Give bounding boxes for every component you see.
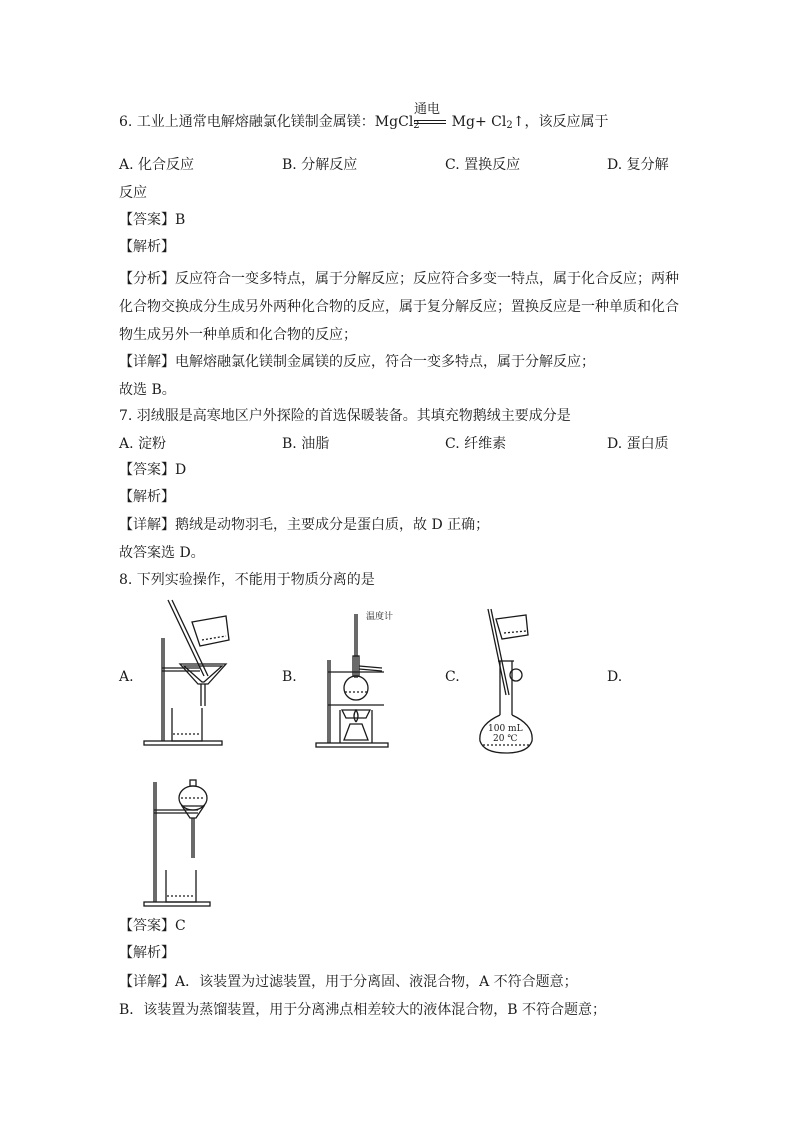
q8-option-label-d: D. <box>607 669 623 685</box>
q8-detail-line-1: 【详解】A．该装置为过滤装置，用于分离固、液混合物，A 不符合题意； <box>119 974 578 990</box>
q6-stem <box>119 112 608 136</box>
q6-sub: 2 <box>413 120 420 131</box>
q7-analysis-title: 【解析】 <box>119 489 175 505</box>
reaction-condition: 通电 <box>414 102 441 117</box>
q6-option-wrap: 反应 <box>119 185 147 201</box>
q6-conclusion: 故选 B。 <box>119 382 176 398</box>
flask-volume-label: 100 mL <box>488 724 523 734</box>
q7-option-b: B. 油脂 <box>282 436 330 452</box>
q6-detail: 【详解】电解熔融氯化镁制金属镁的反应，符合一变多特点，属于分解反应； <box>119 354 595 370</box>
q6-stem-mid: Mg+ Cl <box>451 114 507 130</box>
q7-option-c: C. 纤维素 <box>445 436 507 452</box>
q6-stem-suffix: ↑，该反应属于 <box>512 114 609 130</box>
q7-conclusion: 故答案选 D。 <box>119 545 205 561</box>
volumetric-flask-figure <box>468 607 548 757</box>
q6-option-d: D. 复分解 <box>607 157 669 173</box>
filtration-apparatus-figure <box>140 598 240 748</box>
flask-temp-label: 20 ℃ <box>493 734 518 744</box>
q8-option-label-b: B. <box>282 669 297 685</box>
q6-analysis-title: 【解析】 <box>119 239 175 255</box>
q7-option-a: A. 淀粉 <box>119 436 167 452</box>
q7-detail: 【详解】鹅绒是动物羽毛，主要成分是蛋白质，故 D 正确； <box>119 517 490 533</box>
q6-option-a: A. 化合反应 <box>119 157 195 173</box>
q6-option-c: C. 置换反应 <box>445 157 521 173</box>
q8-detail-line-2: B．该装置为蒸馏装置，用于分离沸点相差较大的液体混合物，B 不符合题意； <box>119 1002 607 1018</box>
q6-analysis-line-3: 物生成另外一种单质和化合物的反应； <box>119 327 357 343</box>
q6-stem-prefix: 6. 工业上通常电解熔融氯化镁制金属镁：MgCl <box>119 114 414 130</box>
q8-option-label-a: A. <box>119 669 134 685</box>
q8-option-label-c: C. <box>445 669 460 685</box>
q6-analysis-line-1: 【分析】反应符合一变多特点，属于分解反应；反应符合多变一特点，属于化合反应；两种 <box>119 271 679 287</box>
distillation-apparatus-figure <box>312 610 412 750</box>
q6-analysis-line-2: 化合物交换成分生成另外两种化合物的反应，属于复分解反应；置换反应是一种单质和化合 <box>119 299 679 315</box>
q6-sub-2: 2 <box>506 120 513 131</box>
q6-answer: 【答案】B <box>119 212 186 228</box>
q6-option-b: B. 分解反应 <box>282 157 358 173</box>
q7-option-d: D. 蛋白质 <box>607 436 669 452</box>
thermometer-label: 温度计 <box>366 612 394 622</box>
q7-answer: 【答案】D <box>119 462 187 478</box>
q8-answer: 【答案】C <box>119 918 186 934</box>
q8-stem: 8. 下列实验操作，不能用于物质分离的是 <box>119 572 375 588</box>
separatory-funnel-figure <box>140 778 220 910</box>
q8-analysis-title: 【解析】 <box>119 945 175 961</box>
q7-stem: 7. 羽绒服是高寒地区户外探险的首选保暖装备。其填充物鹅绒主要成分是 <box>119 408 571 424</box>
